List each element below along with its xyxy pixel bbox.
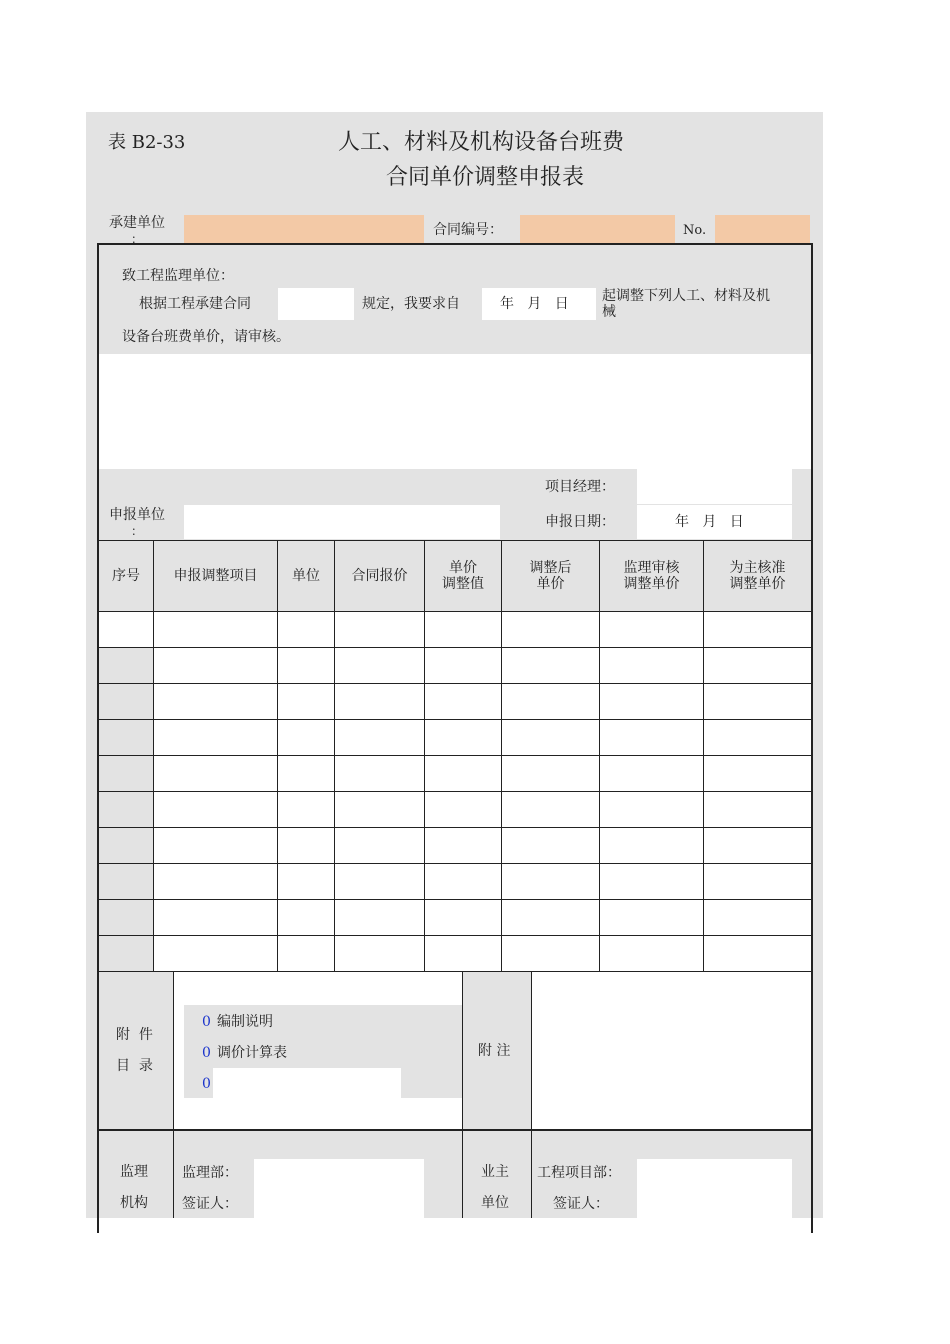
table-cell[interactable] [335, 612, 425, 648]
supervision-label-1: 监理 [120, 1164, 148, 1180]
table-cell[interactable] [335, 936, 425, 972]
divider [98, 1129, 811, 1131]
attachment-count: 0 [202, 1076, 211, 1092]
project-dept-label: 工程项目部： [537, 1165, 621, 1181]
contractor-field[interactable] [184, 215, 424, 244]
table-cell[interactable] [278, 900, 335, 936]
table-cell[interactable] [99, 936, 154, 972]
serial-no-field[interactable] [715, 215, 810, 244]
column-header [154, 541, 278, 612]
column-header-text: 单价 [536, 576, 565, 592]
table-cell[interactable] [502, 900, 600, 936]
letter-line1-a: 根据工程承建合同 [139, 296, 251, 312]
table-row [99, 684, 812, 720]
table-cell[interactable] [502, 648, 600, 684]
table-cell[interactable] [278, 612, 335, 648]
table-cell[interactable] [600, 648, 704, 684]
column-header-text: 序号 [112, 568, 140, 584]
apply-date-value: 年 月 日 [675, 514, 744, 530]
table-cell[interactable] [600, 936, 704, 972]
table-cell[interactable] [425, 648, 502, 684]
attachments-label-2: 目 录 [116, 1058, 153, 1074]
table-cell[interactable] [425, 684, 502, 720]
table-cell[interactable] [154, 792, 278, 828]
column-header [704, 541, 812, 612]
letter-line2: 设备台班费单价，请审核。 [122, 329, 290, 345]
table-cell[interactable] [502, 612, 600, 648]
table-cell[interactable] [99, 756, 154, 792]
table-cell[interactable] [335, 792, 425, 828]
table-row [99, 720, 812, 756]
table-cell[interactable] [335, 828, 425, 864]
table-cell[interactable] [425, 900, 502, 936]
table-cell[interactable] [154, 648, 278, 684]
table-row [99, 756, 812, 792]
table-cell[interactable] [335, 684, 425, 720]
supervision-signer-label: 签证人： [182, 1196, 238, 1212]
letter-line1-b: 规定，我要求自 [362, 296, 460, 312]
table-cell[interactable] [600, 900, 704, 936]
table-row [99, 828, 812, 864]
table-cell[interactable] [704, 828, 812, 864]
contractor-colon: ： [131, 232, 144, 246]
table-cell[interactable] [99, 792, 154, 828]
contract-no-field[interactable] [520, 215, 675, 244]
table-cell[interactable] [335, 648, 425, 684]
table-row [99, 648, 812, 684]
serial-no-label: No. [683, 223, 707, 238]
table-row [99, 900, 812, 936]
column-header [99, 541, 154, 612]
table-cell[interactable] [600, 684, 704, 720]
project-dept-field[interactable] [637, 1159, 792, 1218]
column-header [278, 541, 335, 612]
table-cell[interactable] [704, 756, 812, 792]
table-cell[interactable] [154, 828, 278, 864]
pm-field[interactable] [637, 469, 792, 504]
supervision-dept-field[interactable] [254, 1159, 424, 1218]
supervision-label-2: 机构 [120, 1195, 148, 1211]
applicant-colon: ： [131, 524, 144, 538]
table-cell[interactable] [154, 720, 278, 756]
attachments-label-1: 附 件 [116, 1027, 153, 1043]
column-header [600, 541, 704, 612]
table-cell[interactable] [425, 828, 502, 864]
table-row [99, 792, 812, 828]
column-header-text: 调整单价 [623, 576, 680, 592]
attachment-other-field[interactable] [213, 1068, 401, 1098]
table-cell[interactable] [704, 864, 812, 900]
column-header-text: 调整后 [529, 560, 572, 576]
table-cell[interactable] [335, 756, 425, 792]
divider [462, 971, 463, 1218]
table-cell[interactable] [154, 936, 278, 972]
table-cell[interactable] [154, 900, 278, 936]
table-row [99, 612, 812, 648]
table-cell[interactable] [502, 720, 600, 756]
notes-field[interactable] [532, 972, 811, 1129]
column-header [425, 541, 502, 612]
applicant-field[interactable] [184, 505, 500, 539]
table-cell[interactable] [335, 720, 425, 756]
table-cell[interactable] [154, 864, 278, 900]
attachment-count: 0 [202, 1014, 211, 1030]
table-cell[interactable] [600, 756, 704, 792]
attachment-item-label: 编制说明 [217, 1014, 273, 1030]
table-cell[interactable] [278, 828, 335, 864]
table-cell[interactable] [154, 684, 278, 720]
table-cell[interactable] [704, 612, 812, 648]
table-cell[interactable] [99, 648, 154, 684]
form-code: 表 B2-33 [108, 132, 186, 153]
table-cell[interactable] [99, 864, 154, 900]
table-cell[interactable] [335, 900, 425, 936]
table-cell[interactable] [335, 864, 425, 900]
table-cell[interactable] [704, 648, 812, 684]
notes-label: 附 注 [478, 1043, 511, 1059]
table-cell[interactable] [99, 720, 154, 756]
contractor-label: 承建单位 [109, 215, 165, 231]
attachment-top-blank [174, 972, 462, 1005]
table-cell[interactable] [425, 720, 502, 756]
table-cell[interactable] [704, 936, 812, 972]
table-cell[interactable] [502, 684, 600, 720]
table-cell[interactable] [704, 720, 812, 756]
table-cell[interactable] [600, 864, 704, 900]
price-table [98, 540, 812, 972]
column-header-text: 单位 [292, 568, 320, 584]
attachment-bottom-blank [174, 1098, 462, 1129]
table-cell[interactable] [154, 612, 278, 648]
table-cell[interactable] [600, 828, 704, 864]
owner-signer-label: 签证人： [553, 1196, 609, 1212]
table-cell[interactable] [502, 756, 600, 792]
form-title-line2: 合同单价调整申报表 [386, 165, 585, 190]
table-cell[interactable] [278, 684, 335, 720]
table-cell[interactable] [99, 684, 154, 720]
table-cell[interactable] [278, 648, 335, 684]
column-header-text: 监理审核 [623, 560, 680, 576]
table-cell[interactable] [425, 936, 502, 972]
attachment-count: 0 [202, 1045, 211, 1061]
column-header [502, 541, 600, 612]
table-row [99, 864, 812, 900]
table-cell[interactable] [154, 756, 278, 792]
table-cell[interactable] [278, 720, 335, 756]
owner-label-2: 单位 [481, 1195, 509, 1211]
table-cell[interactable] [278, 864, 335, 900]
table-cell[interactable] [278, 792, 335, 828]
form-title-line1: 人工、材料及机构设备台班费 [338, 130, 625, 155]
table-cell[interactable] [502, 936, 600, 972]
owner-label-1: 业主 [481, 1164, 509, 1180]
table-cell[interactable] [425, 612, 502, 648]
apply-date-label: 申报日期： [545, 514, 615, 530]
column-header-text: 调整单价 [729, 576, 786, 592]
table-cell[interactable] [99, 900, 154, 936]
table-cell[interactable] [99, 612, 154, 648]
table-cell[interactable] [278, 756, 335, 792]
table-cell[interactable] [502, 828, 600, 864]
letter-line1-c: 起调整下列人工、材料及机 [602, 288, 770, 304]
table-cell[interactable] [502, 864, 600, 900]
table-row [99, 936, 812, 972]
column-header-text: 调整值 [442, 576, 484, 592]
supervision-dept-label: 监理部： [182, 1165, 238, 1181]
table-cell[interactable] [704, 684, 812, 720]
start-date-text: 年 月 日 [500, 296, 569, 312]
letter-line1-c2: 械 [602, 304, 616, 320]
pm-label: 项目经理： [545, 479, 615, 495]
content-area[interactable] [99, 354, 811, 469]
column-header-text: 为主核准 [729, 560, 786, 576]
applicant-label: 申报单位 [109, 507, 165, 523]
attachment-item-label: 调价计算表 [217, 1045, 287, 1061]
table-cell[interactable] [425, 756, 502, 792]
table-cell[interactable] [600, 612, 704, 648]
contract-no-label: 合同编号： [433, 222, 503, 238]
column-header-text: 申报调整项目 [173, 568, 258, 584]
column-header [335, 541, 425, 612]
table-cell[interactable] [502, 792, 600, 828]
contract-name-field[interactable] [278, 288, 354, 320]
table-cell[interactable] [704, 900, 812, 936]
table-cell[interactable] [704, 792, 812, 828]
table-cell[interactable] [99, 828, 154, 864]
table-cell[interactable] [425, 792, 502, 828]
column-header-text: 合同报价 [351, 568, 408, 584]
table-cell[interactable] [600, 792, 704, 828]
table-cell[interactable] [600, 720, 704, 756]
table-cell[interactable] [278, 936, 335, 972]
table-cell[interactable] [425, 864, 502, 900]
letter-to: 致工程监理单位： [122, 268, 234, 284]
column-header-text: 单价 [449, 560, 477, 576]
